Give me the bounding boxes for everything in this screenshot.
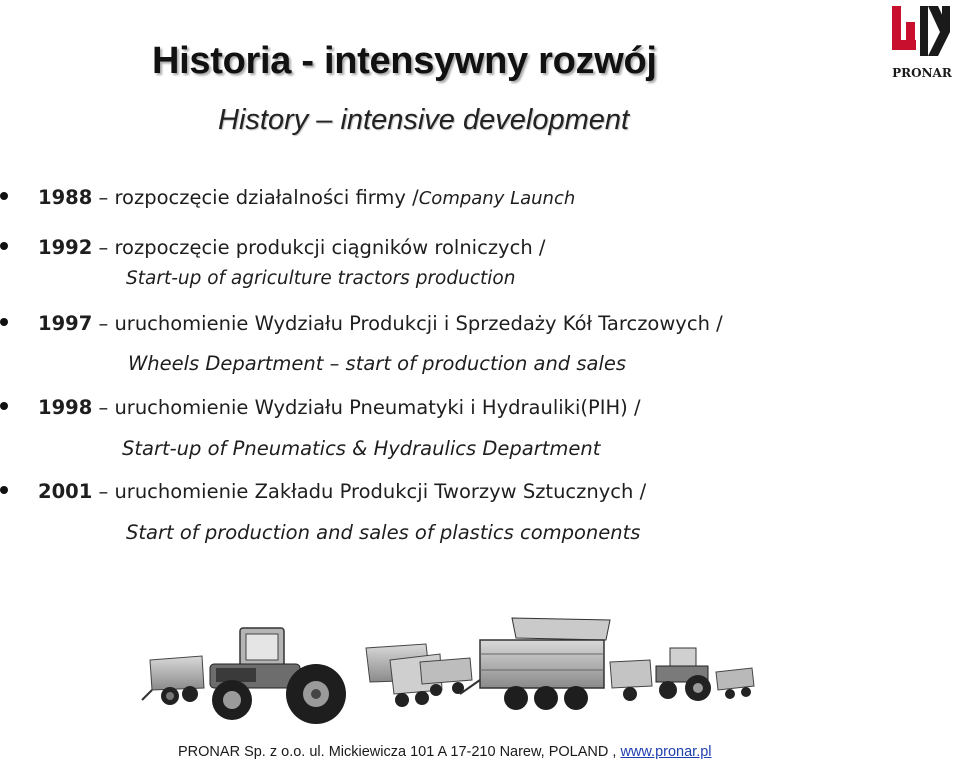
footer-website-link[interactable]: www.pronar.pl bbox=[620, 744, 712, 760]
item-year: 1998 bbox=[38, 396, 93, 419]
item-main-line bbox=[38, 312, 723, 335]
footer bbox=[178, 744, 712, 760]
logo-wordmark: PRONAR bbox=[892, 66, 952, 80]
item-year: 1988 bbox=[38, 186, 93, 209]
item-english-text: Start of production and sales of plastics components bbox=[126, 521, 641, 544]
bullet-icon bbox=[0, 486, 8, 494]
item-polish-text: rozpoczęcie działalności firmy / bbox=[114, 186, 419, 209]
item-polish-text: uruchomienie Wydziału Produkcji i Sprzedaży Kół Tarczowych / bbox=[114, 312, 723, 335]
slide-title: Historia - intensywny rozwój bbox=[152, 40, 657, 82]
footer-address: PRONAR Sp. z o.o. ul. Mickiewicza 101 A 17-210 Narew, POLAND , bbox=[178, 744, 621, 760]
item-dash: – bbox=[92, 480, 115, 503]
machinery-image bbox=[140, 610, 760, 730]
item-year: 1997 bbox=[38, 312, 93, 335]
item-english-text: Start-up of Pneumatics & Hydraulics Department bbox=[122, 437, 601, 460]
item-main-line bbox=[38, 236, 545, 259]
small-trailer-icon bbox=[610, 660, 652, 701]
item-english-text: Company Launch bbox=[418, 188, 576, 209]
item-dash: – bbox=[92, 236, 115, 259]
mower-icon bbox=[716, 668, 754, 699]
item-english-text: Wheels Department – start of production and sales bbox=[128, 352, 627, 375]
compact-tractor-icon bbox=[656, 648, 711, 701]
trailer-icon bbox=[142, 656, 204, 705]
slide-subtitle: History – intensive development bbox=[218, 104, 630, 136]
item-year: 1992 bbox=[38, 236, 93, 259]
item-main-line bbox=[38, 396, 641, 419]
item-polish-text: uruchomienie Wydziału Pneumatyki i Hydrauliki(PIH) / bbox=[114, 396, 641, 419]
item-polish-text: uruchomienie Zakładu Produkcji Tworzyw Sztucznych / bbox=[114, 480, 647, 503]
item-main-line bbox=[38, 186, 575, 209]
tractor-icon bbox=[210, 628, 346, 724]
item-year: 2001 bbox=[38, 480, 93, 503]
bullet-icon bbox=[0, 402, 8, 410]
item-english-text: Start-up of agriculture tractors production bbox=[126, 268, 516, 289]
item-dash: – bbox=[92, 396, 115, 419]
item-main-line bbox=[38, 480, 646, 503]
tipping-trailer-icon bbox=[460, 618, 610, 710]
bullet-icon bbox=[0, 242, 8, 250]
item-dash: – bbox=[92, 312, 115, 335]
item-polish-text: rozpoczęcie produkcji ciągników rolniczych / bbox=[114, 236, 546, 259]
item-dash: – bbox=[92, 186, 115, 209]
bullet-icon bbox=[0, 318, 8, 326]
bullet-icon bbox=[0, 192, 8, 200]
